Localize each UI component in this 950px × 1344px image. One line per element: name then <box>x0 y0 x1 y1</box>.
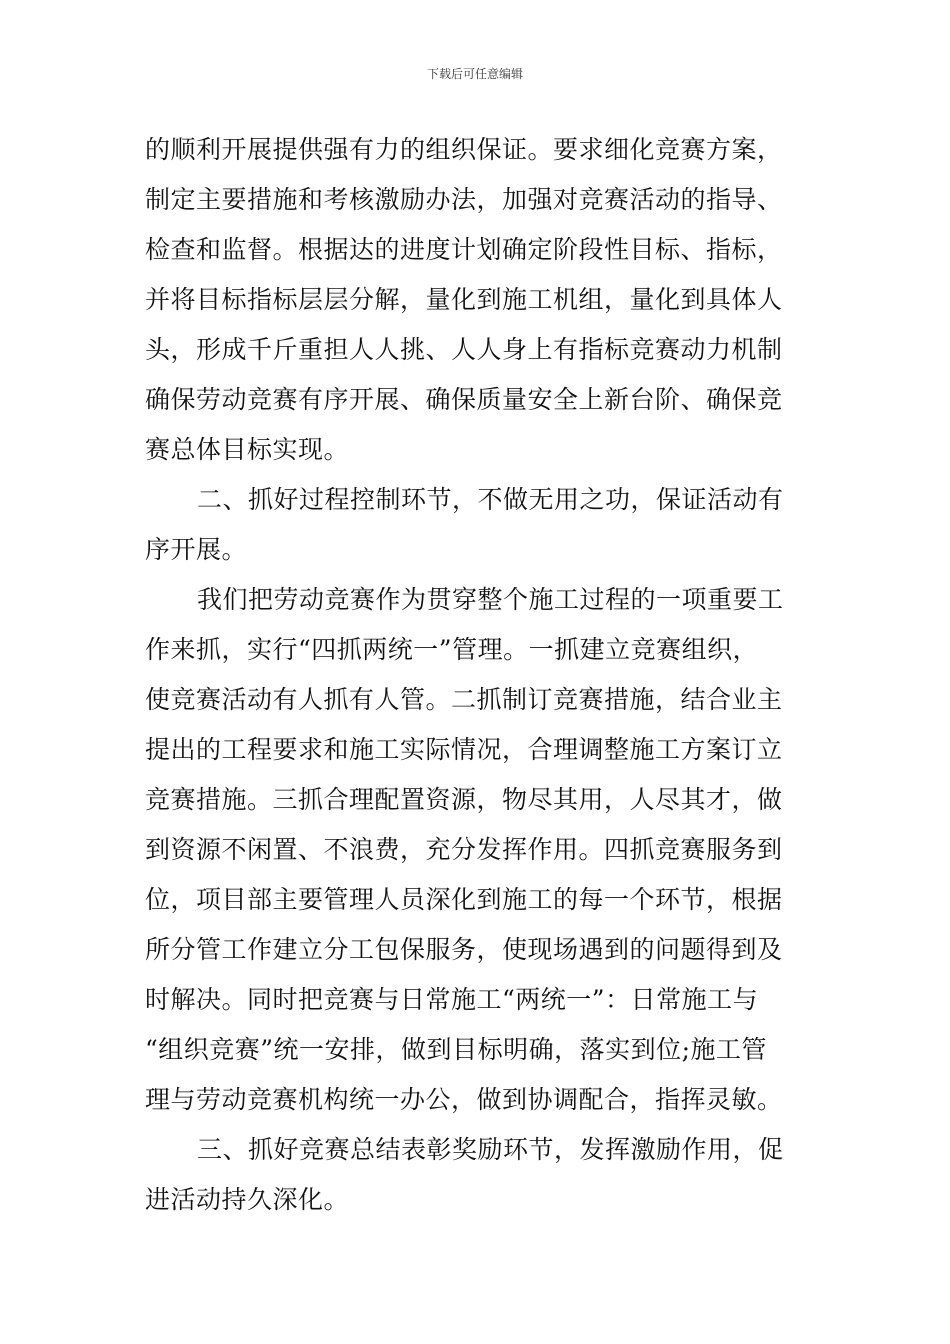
text-line: “组织竞赛”统一安排，做到目标明确，落实到位;施工管 <box>145 1035 767 1064</box>
text-line: 到资源不闲置、不浪费，充分发挥作用。四抓竞赛服务到 <box>145 835 783 864</box>
document-body <box>145 125 810 1225</box>
text-line: 确保劳动竞赛有序开展、确保质量安全上新台阶、确保竞 <box>145 385 783 414</box>
text-line: 并将目标指标层层分解，量化到施工机组，量化到具体人 <box>145 285 783 314</box>
text-line: 所分管工作建立分工包保服务，使现场遇到的问题得到及 <box>145 935 783 964</box>
paragraph-start: 我们把劳动竞赛作为贯穿整个施工过程的一项重要工 <box>197 585 784 614</box>
text-line: 赛总体目标实现。 <box>145 435 350 464</box>
text-line: 进活动持久深化。 <box>145 1185 350 1214</box>
text-line: 头，形成千斤重担人人挑、人人身上有指标竞赛动力机制 <box>145 335 783 364</box>
section-heading-3: 三、抓好竞赛总结表彰奖励环节，发挥激励作用，促 <box>197 1135 784 1164</box>
text-line: 制定主要措施和考核激励办法，加强对竞赛活动的指导、 <box>145 185 783 214</box>
text-line: 提出的工程要求和施工实际情况，合理调整施工方案订立 <box>145 735 783 764</box>
text-line: 序开展。 <box>145 535 248 564</box>
text-line: 作来抓，实行“四抓两统一”管理。一抓建立竞赛组织， <box>145 635 759 664</box>
text-line: 理与劳动竞赛机构统一办公，做到协调配合，指挥灵敏。 <box>145 1085 783 1114</box>
text-line: 的顺利开展提供强有力的组织保证。要求细化竞赛方案， <box>145 135 783 164</box>
section-heading-2: 二、抓好过程控制环节，不做无用之功，保证活动有 <box>197 485 784 514</box>
text-line: 使竞赛活动有人抓有人管。二抓制订竞赛措施，结合业主 <box>145 685 783 714</box>
page-header-note: 下载后可任意编辑 <box>426 67 523 81</box>
text-line: 时解决。同时把竞赛与日常施工“两统一”：日常施工与 <box>145 985 759 1014</box>
text-line: 位，项目部主要管理人员深化到施工的每一个环节，根据 <box>145 885 783 914</box>
text-line: 检查和监督。根据达的进度计划确定阶段性目标、指标， <box>145 235 783 264</box>
text-line: 竞赛措施。三抓合理配置资源，物尽其用，人尽其才，做 <box>145 785 783 814</box>
